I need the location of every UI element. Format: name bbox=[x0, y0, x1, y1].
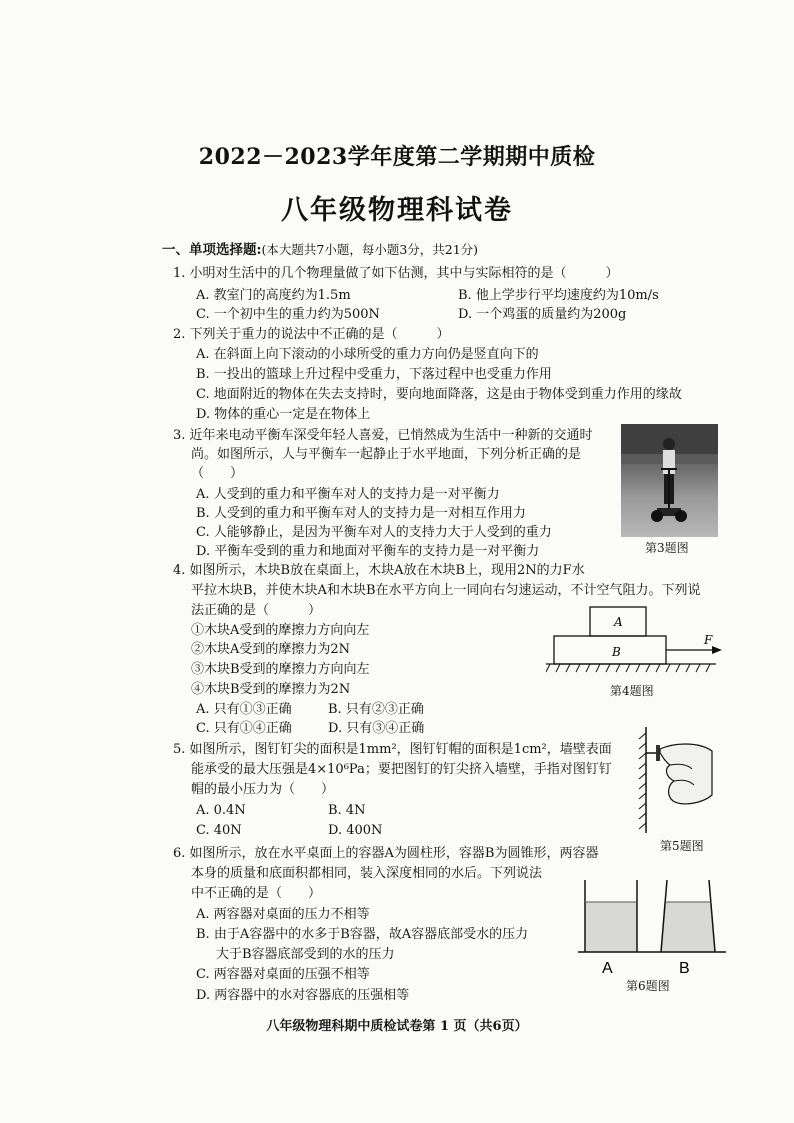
q5-option-c: C. 40N bbox=[196, 823, 242, 838]
q5-option-a: A. 0.4N bbox=[196, 803, 246, 818]
q4-stem-line1: 4. 如图所示，木块B放在桌面上，木块A放在木块B上，现用2N的力F水 bbox=[173, 563, 585, 578]
q1-stem: 1. 小明对生活中的几个物理量做了如下估测，其中与实际相符的是（ ） bbox=[173, 266, 619, 281]
q2-option-d: D. 物体的重心一定是在物体上 bbox=[196, 407, 371, 422]
q6-option-a: A. 两容器对桌面的压力不相等 bbox=[196, 907, 370, 922]
q3-option-d: D. 平衡车受到的重力和地面对平衡车的支持力是一对平衡力 bbox=[196, 544, 540, 559]
q3-option-b: B. 人受到的重力和平衡车对人的支持力是一对相互作用力 bbox=[196, 506, 526, 521]
section-title: 一、单项选择题: bbox=[162, 242, 262, 258]
q5-option-d: D. 400N bbox=[328, 823, 383, 838]
q1-option-b: B. 他上学步行平均速度约为10m/s bbox=[458, 288, 659, 303]
block-a-label: A bbox=[614, 615, 623, 629]
container-b-label: B bbox=[679, 960, 690, 977]
q3-stem-line1: 3. 近年来电动平衡车深受年轻人喜爱，已悄然成为生活中一种新的交通时 bbox=[173, 428, 593, 443]
q4-statement-1: ①木块A受到的摩擦力方向向左 bbox=[191, 623, 370, 638]
q2-option-b: B. 一投出的篮球上升过程中受重力，下落过程中也受重力作用 bbox=[196, 367, 552, 382]
page-footer: 八年级物理科期中质检试卷第 1 页（共6页） bbox=[266, 1019, 528, 1034]
q1-option-c: C. 一个初中生的重力约为500N bbox=[196, 307, 380, 322]
q6-option-b-line1: B. 由于A容器中的水多于B容器，故A容器底部受水的压力 bbox=[196, 927, 529, 942]
q4-statement-2: ②木块A受到的摩擦力为2N bbox=[191, 642, 351, 657]
section-note: (本大题共7小题，每小题3分，共21分) bbox=[261, 242, 479, 257]
force-f-label: F bbox=[704, 633, 713, 647]
q3-option-c: C. 人能够静止，是因为平衡车对人的支持力大于人受到的重力 bbox=[196, 525, 552, 540]
q1-option-a: A. 教室门的高度约为1.5m bbox=[196, 288, 351, 303]
q5-stem-line2: 能承受的最大压强是4×10⁶Pa；要把图钉的钉尖挤入墙壁，手指对图钉钉 bbox=[191, 762, 612, 777]
q4-option-d: D. 只有③④正确 bbox=[328, 721, 425, 736]
exam-period-title: 2022－2023学年度第二学期期中质检 bbox=[198, 144, 596, 170]
q5-stem-line1: 5. 如图所示，图钉钉尖的面积是1mm²，图钉钉帽的面积是1cm²，墙壁表面 bbox=[173, 742, 612, 757]
q4-stem-line2: 平拉木块B，并使木块A和木块B在水平方向上一同向右匀速运动，不计空气阻力。下列说 bbox=[191, 583, 701, 598]
q5-figure-caption: 第5题图 bbox=[660, 839, 704, 853]
q6-option-d: D. 两容器中的水对容器底的压强相等 bbox=[196, 988, 410, 1003]
thumbtack-diagram bbox=[628, 725, 718, 835]
q2-option-c: C. 地面附近的物体在失去支持时，要向地面降落，这是由于物体受到重力作用的缘故 bbox=[196, 387, 682, 402]
q6-stem-line1: 6. 如图所示，放在水平桌面上的容器A为圆柱形，容器B为圆锥形，两容器 bbox=[173, 846, 599, 861]
section-heading bbox=[162, 241, 478, 259]
q4-stem-line3: 法正确的是（ ） bbox=[191, 603, 322, 618]
q5-option-b: B. 4N bbox=[328, 803, 366, 818]
balance-scooter-photo bbox=[621, 424, 718, 537]
q3-option-a: A. 人受到的重力和平衡车对人的支持力是一对平衡力 bbox=[196, 487, 500, 502]
q6-figure-caption: 第6题图 bbox=[626, 979, 670, 993]
q4-statement-4: ④木块B受到的摩擦力为2N bbox=[191, 682, 351, 697]
q4-statement-3: ③木块B受到的摩擦力方向向左 bbox=[191, 662, 370, 677]
q3-figure-caption: 第3题图 bbox=[645, 541, 689, 555]
q6-stem-line3: 中不正确的是（ ） bbox=[191, 886, 322, 901]
blocks-diagram bbox=[546, 604, 726, 684]
block-b-label: B bbox=[612, 645, 621, 659]
q1-option-d: D. 一个鸡蛋的质量约为200g bbox=[458, 307, 627, 322]
q4-option-a: A. 只有①③正确 bbox=[196, 702, 292, 717]
q5-stem-line3: 帽的最小压力为（ ） bbox=[191, 782, 335, 797]
q4-option-b: B. 只有②③正确 bbox=[328, 702, 424, 717]
q3-stem-line2: 尚。如图所示，人与平衡车一起静止于水平地面，下列分析正确的是 bbox=[191, 447, 582, 462]
q2-stem: 2. 下列关于重力的说法中不正确的是（ ） bbox=[173, 327, 450, 342]
q4-option-c: C. 只有①④正确 bbox=[196, 721, 292, 736]
container-a-label: A bbox=[602, 960, 613, 977]
q4-figure-caption: 第4题图 bbox=[610, 684, 654, 698]
containers-diagram bbox=[578, 872, 728, 977]
q2-option-a: A. 在斜面上向下滚动的小球所受的重力方向仍是竖直向下的 bbox=[196, 347, 539, 362]
q3-stem-line3: （ ） bbox=[191, 466, 244, 481]
balance-scooter-figure bbox=[621, 424, 718, 537]
q6-option-c: C. 两容器对桌面的压强不相等 bbox=[196, 967, 370, 982]
q6-option-b-line2: 大于B容器底部受到的水的压力 bbox=[216, 947, 395, 962]
exam-subject-title: 八年级物理科试卷 bbox=[281, 195, 513, 226]
q6-stem-line2: 本身的质量和底面积都相同，装入深度相同的水后。下列说法 bbox=[191, 866, 543, 881]
